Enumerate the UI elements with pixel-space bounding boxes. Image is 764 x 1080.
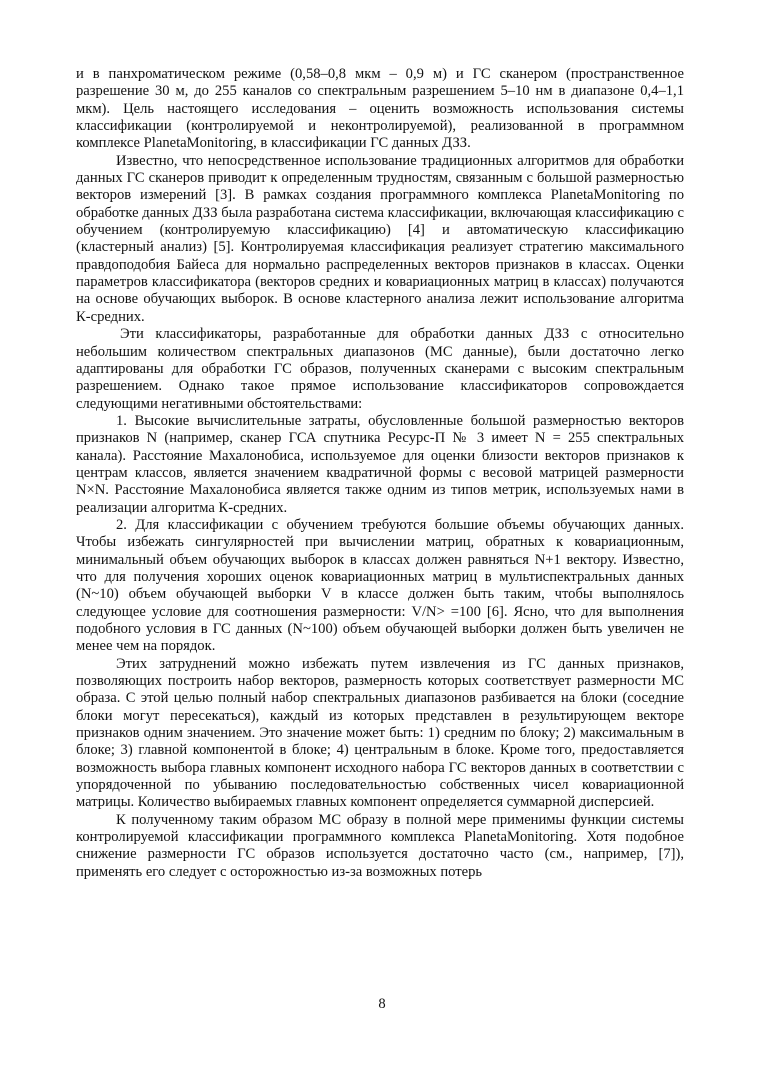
paragraph-traditional-algorithms: Известно, что непосредственное использование традиционных алгоритмов для обработки данных ГС сканеров приводит к определенным трудностям, связанным с большой размерностью векторов измерений [3]. В рамках создания программного комплекса PlanetaMonitoring по обработке данных ДЗЗ была разработана система классификации, включающая классификацию с обучением (контролируемую классификацию) [4] и автоматическую классификацию (кластерный анализ) [5]. Контролируемая классификация реализует стратегию максимального правдоподобия Байеса для нормально распределенных векторов признаков в классах. Оценки параметров классификатора (векторов средних и ковариационных матриц в классах) получаются на основе обучающих выборок. В основе кластерного анализа лежит использование алгоритма К-средних. (76, 152, 684, 325)
paragraph-continuation: и в панхроматическом режиме (0,58–0,8 мкм – 0,9 м) и ГС сканером (пространственное разрешение 30 м, до 255 каналов со спектральным разрешением 5–10 нм в диапазоне 0,4–1,1 мкм). Цель настоящего исследования – оценить возможность использования системы классификации (контролируемой и неконтролируемой), реализованной в программном комплексе PlanetaMonitoring, в классификации ГС данных ДЗЗ. (76, 66, 684, 152)
page-number: 8 (378, 996, 386, 1012)
paragraph-feature-extraction: Этих затруднений можно избежать путем извлечения из ГС данных признаков, позволяющих построить набор векторов, размерность которых соответствует размерности МС образа. С этой целью полный набор спектральных диапазонов разбивается на блоки (соседние блоки могут пересекаться), каждый из которых представлен в результирующем векторе признаков одним значением. Это значение может быть: 1) средним по блоку; 2) максимальным в блоке; 3) главной компонентой в блоке; 4) центральным в блоке. Кроме того, предоставляется возможность выбора главных компонент исходного набора ГС векторов данных в соответствии с упорядоченной по убыванию последовательностью собственных чисел ковариационной матрицы. Количество выбираемых главных компонент определяется суммарной дисперсией. (76, 655, 684, 811)
list-item-1: 1. Высокие вычислительные затраты, обусловленные большой размерностью векторов признаков N (например, сканер ГСА спутника Ресурс-П № 3 имеет N = 255 спектральных канала). Расстояние Махалонобиса, используемое для оценки близости векторов признаков к центрам классов, является значением квадратичной формы с весовой матрицей размерности N×N. Расстояние Махалонобиса является также одним из типов метрик, используемых нами в реализации алгоритма К-средних. (76, 412, 684, 516)
body-text (76, 66, 684, 881)
paragraph-dimension-reduction: К полученному таким образом МС образу в полной мере применимы функции системы контролируемой классификации программного комплекса PlanetaMonitoring. Хотя подобное снижение размерности ГС образов используется достаточно часто (см., например, [7]), применять его следует с осторожностью из-за возможных потерь (76, 811, 684, 880)
paragraph-classifiers: Эти классификаторы, разработанные для обработки данных ДЗЗ с относительно небольшим количеством спектральных диапазонов (МС данные), были достаточно легко адаптированы для обработки ГС образов, полученных сканерами с высоким спектральным разрешением. Однако такое прямое использование классификаторов сопровождается следующими негативными обстоятельствами: (76, 326, 684, 412)
list-item-2: 2. Для классификации с обучением требуются большие объемы обучающих данных. Чтобы избежать сингулярностей при вычислении матриц, обратных к ковариационным, минимальный объем обучающих выборок в классах должен равняться N+1 вектору. Известно, что для получения хороших оценок ковариационных матриц в мультиспектральных данных (N~10) объем обучающей выборки V в классе должен быть таким, чтобы выполнялось следующее условие для соотношения размерности: V/N> =100 [6]. Ясно, что для выполнения подобного условия в ГС данных (N~100) объем обучающей выборки должен быть увеличен не менее чем на порядок. (76, 516, 684, 655)
